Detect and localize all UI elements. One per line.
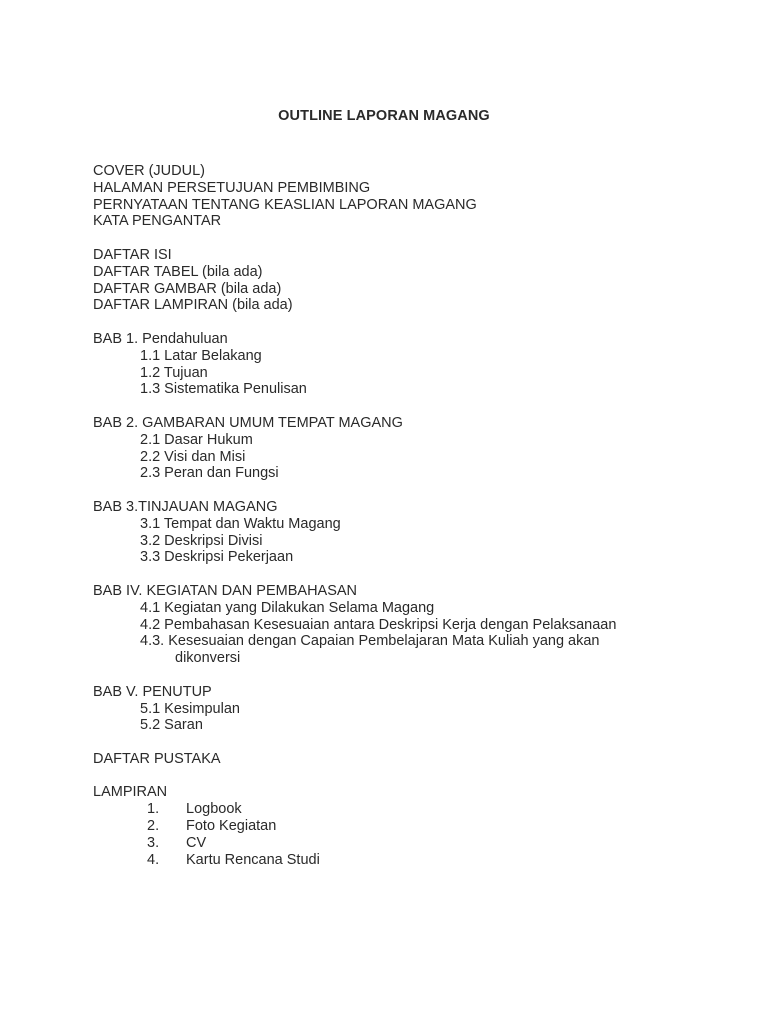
lampiran-item-label: Logbook <box>186 801 242 818</box>
lampiran-item-number: 3. <box>147 834 160 851</box>
bab4-section <box>93 583 753 667</box>
list-item: DAFTAR TABEL (bila ada) <box>93 263 263 280</box>
front-matter-item: HALAMAN PERSETUJUAN PEMBIMBING <box>93 179 371 196</box>
subchapter-item: 2.3 Peran dan Fungsi <box>140 465 279 482</box>
document-title: OUTLINE LAPORAN MAGANG <box>278 108 490 124</box>
subchapter-item: 3.1 Tempat dan Waktu Magang <box>140 515 341 532</box>
chapter-heading: BAB 2. GAMBARAN UMUM TEMPAT MAGANG <box>93 414 403 431</box>
front-matter-item: KATA PENGANTAR <box>93 213 222 230</box>
subchapter-item: 2.1 Dasar Hukum <box>140 431 253 448</box>
bab1-section <box>93 331 753 398</box>
subchapter-item: 3.3 Deskripsi Pekerjaan <box>140 549 294 566</box>
lampiran-item <box>93 835 753 852</box>
subchapter-item: 1.3 Sistematika Penulisan <box>140 381 307 398</box>
outline-content <box>93 163 753 868</box>
front-matter-item: PERNYATAAN TENTANG KEASLIAN LAPORAN MAGANG <box>93 196 477 213</box>
chapter-heading: LAMPIRAN <box>93 784 168 801</box>
list-item: DAFTAR LAMPIRAN (bila ada) <box>93 297 293 314</box>
bab3-section <box>93 499 753 566</box>
subchapter-item: 1.2 Tujuan <box>140 364 208 381</box>
chapter-heading: BAB IV. KEGIATAN DAN PEMBAHASAN <box>93 582 358 599</box>
lampiran-item <box>93 818 753 835</box>
lampiran-item <box>93 801 753 818</box>
subchapter-item: 1.1 Latar Belakang <box>140 347 262 364</box>
subchapter-item: 4.3. Kesesuaian dengan Capaian Pembelajaran Mata Kuliah yang akan <box>140 633 600 650</box>
subchapter-item: 3.2 Deskripsi Divisi <box>140 532 263 549</box>
lampiran-item <box>93 852 753 869</box>
subchapter-item: 5.2 Saran <box>140 717 203 734</box>
lists-section <box>93 247 753 314</box>
front-matter-section <box>93 163 753 230</box>
chapter-heading: BAB 1. Pendahuluan <box>93 330 228 347</box>
chapter-heading: BAB V. PENUTUP <box>93 683 212 700</box>
chapter-heading: BAB 3.TINJAUAN MAGANG <box>93 498 278 515</box>
subchapter-item: 2.2 Visi dan Misi <box>140 448 246 465</box>
list-item: DAFTAR GAMBAR (bila ada) <box>93 280 282 297</box>
lampiran-item-number: 1. <box>147 801 160 818</box>
subchapter-continuation: dikonversi <box>175 650 241 667</box>
lampiran-section <box>93 784 753 868</box>
lampiran-item-number: 2. <box>147 818 160 835</box>
lampiran-item-label: CV <box>186 834 207 851</box>
bab2-section <box>93 415 753 482</box>
lampiran-item-label: Foto Kegiatan <box>186 818 277 835</box>
lampiran-item-number: 4. <box>147 851 160 868</box>
subchapter-item: 4.1 Kegiatan yang Dilakukan Selama Magang <box>140 599 435 616</box>
front-matter-item: COVER (JUDUL) <box>93 163 205 179</box>
daftar-pustaka-heading: DAFTAR PUSTAKA <box>93 750 221 767</box>
bab5-section <box>93 684 753 734</box>
subchapter-item: 4.2 Pembahasan Kesesuaian antara Deskripsi Kerja dengan Pelaksanaan <box>140 616 617 633</box>
subchapter-item: 5.1 Kesimpulan <box>140 700 240 717</box>
list-item: DAFTAR ISI <box>93 246 172 263</box>
lampiran-item-label: Kartu Rencana Studi <box>186 851 320 868</box>
